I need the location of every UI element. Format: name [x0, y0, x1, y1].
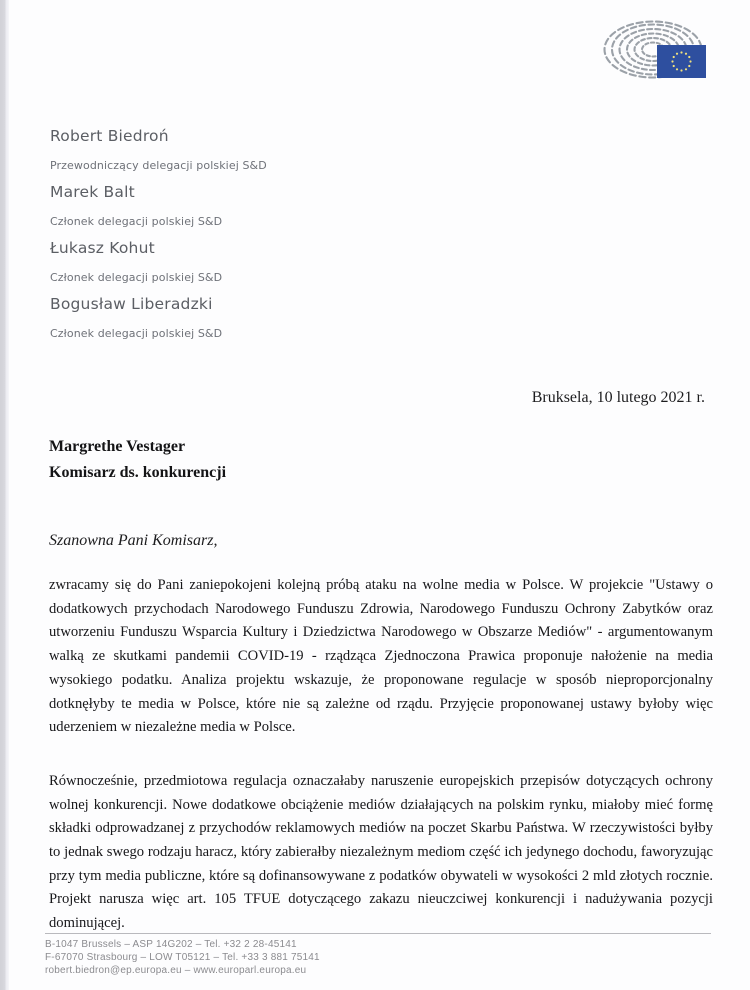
eu-flag-icon	[657, 45, 706, 78]
signatory-name: Łukasz Kohut	[50, 239, 155, 257]
signatories-block	[50, 127, 267, 351]
signatory-title: Członek delegacji polskiej S&D	[50, 215, 223, 228]
recipient-block	[49, 434, 226, 485]
signatory-name: Bogusław Liberadzki	[50, 295, 213, 313]
footer-address-strasbourg: F-67070 Strasbourg – LOW T05121 – Tel. +33 3 881 75141	[45, 952, 320, 963]
footer-contact: robert.biedron@ep.europa.eu – www.europarl.europa.eu	[45, 965, 307, 976]
signatory-name: Robert Biedroń	[50, 127, 169, 145]
dateline: Bruksela, 10 lutego 2021 r.	[531, 389, 705, 406]
left-edge-strip	[0, 0, 9, 990]
salutation: Szanowna Pani Komisarz,	[49, 532, 218, 549]
recipient-title: Komisarz ds. konkurencji	[49, 463, 227, 481]
signatory-title: Przewodniczący delegacji polskiej S&D	[50, 159, 267, 172]
recipient-name: Margrethe Vestager	[49, 438, 186, 455]
body-paragraph-2: Równocześnie, przedmiotowa regulacja oznaczałaby naruszenie europejskich przepisów dotyczących ochrony wolnej konkurencji. Nowe dodatkowe obciążenie mediów działających na polskim rynku, miałoby mieć formę składki odprowadzanej z przychodów reklamowych mediów na poczet Skarbu Państwa. W rzeczywistości byłby to jednak swego rodzaju haracz, który zabierałby niezależnym mediom część ich jedynego dochodu, faworyzując przy tym media publiczne, które są dofinansowywane z podatków obywateli w wysokości 2 mld złotych rocznie. Projekt narusza więc art. 105 TFUE dotyczącego zakazu nieuczciwej konkurencji i nadużywania pozycji dominującej.	[49, 772, 713, 932]
footer-block	[45, 933, 711, 977]
letter-body	[49, 574, 713, 966]
body-paragraph-1: zwracamy się do Pani zaniepokojeni kolejną próbą ataku na wolne media w Polsce. W projekcie "Ustawy o dodatkowych przychodach Narodowego Funduszu Zdrowia, Narodowego Funduszu Ochrony Zabytków oraz utworzeniu Funduszu Wsparcia Kultury i Dziedzictwa Narodowego w Obszarze Mediów" - argumentowanym walką ze skutkami pandemii COVID-19 - rządząca Zjednoczona Prawica proponuje nałożenie na media wysokiego podatku. Analiza projektu wskazuje, że proponowane regulacje w sposób nieproporcjonalny dotknęłyby te media w Polsce, które nie są zależne od rządu. Przyjęcie proponowanej ustawy byłoby więc uderzeniem w niezależne media w Polsce.	[49, 577, 713, 736]
footer-address-brussels: B-1047 Brussels – ASP 14G202 – Tel. +32 2 28-45141	[45, 939, 297, 950]
footer-divider	[45, 933, 711, 934]
signatory-title: Członek delegacji polskiej S&D	[50, 327, 223, 340]
signatory-title: Członek delegacji polskiej S&D	[50, 271, 223, 284]
signatory-name: Marek Balt	[50, 183, 135, 201]
european-parliament-logo	[600, 20, 710, 82]
